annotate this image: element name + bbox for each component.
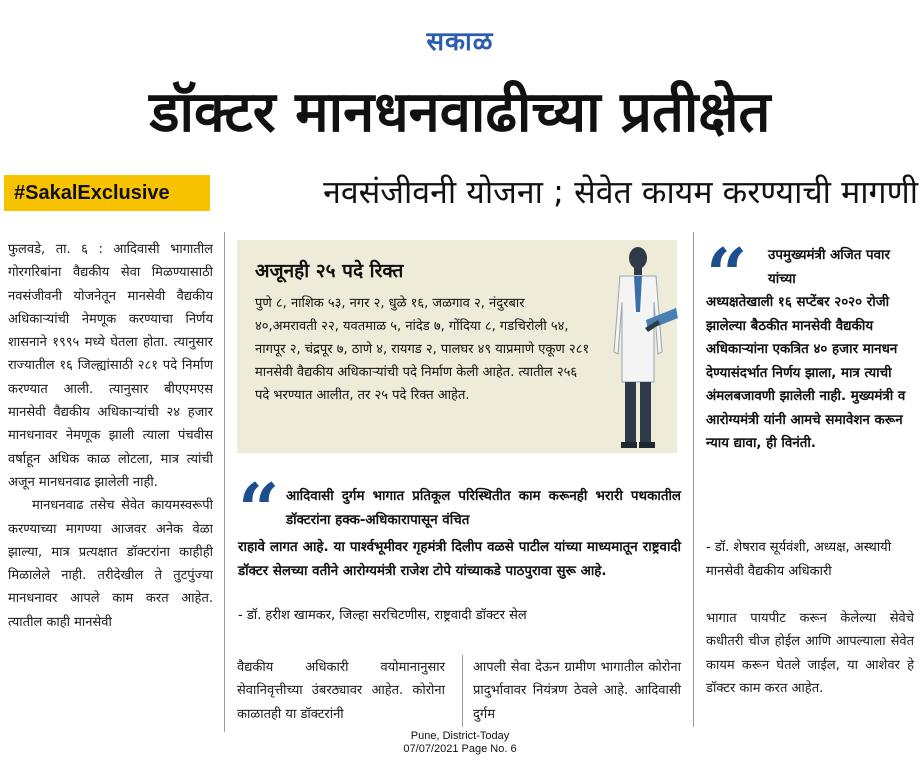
doctor-illustration-icon (598, 242, 678, 452)
quote-mark-icon: “ (706, 232, 748, 317)
footer-edition: Pune, District-Today (410, 730, 510, 742)
paragraph: मानधनवाढ तसेच सेवेत कायमस्वरूपी करण्याच्या मागण्या आजवर अनेक वेळा झाल्या, मात्र प्रत्यक्षात डॉक्टरांना काहीही मिळालेले नाही. तरीदेखील ते तुटपुंज्या मानधनावर आपले काम करत आहेत. त्यातील काही मानसेवी (8, 498, 213, 630)
box-title: अजूनही २५ पदे रिक्त (255, 260, 404, 282)
article-column-1 (8, 238, 213, 730)
masthead-logo: सकाळ (426, 27, 494, 57)
box-text: पुणे ८, नाशिक ५३, नगर २, धुळे १६, जळगाव २, नंदुरबार ४०,अमरावती २२, यवतमाळ ५, नांदेड ७, गोंदिया ८, गडचिरोली ५४, नागपूर २, चंद्रपूर ७, ठाणे ४, रायगड २, पालघर ४९ याप्रमाणे एकूण २८१ मानसेवी वैद्यकीय अधिकाऱ्यांची पदे निर्माण केली आहेत. त्यातील २५६ पदे भरण्यात आलीत, तर २५ पदे रिक्त आहेत. (255, 296, 590, 403)
column-divider (462, 655, 463, 727)
footer-date-page: 07/07/2021 Page No. 6 (403, 743, 517, 755)
column-divider (224, 232, 225, 732)
column-divider (693, 232, 694, 727)
article-column-2: वैद्यकीय अधिकारी वयोमानानुसार सेवानिवृत्तीच्या उंबरठ्यावर आहेत. कोरोना काळातही या डॉक्टरांनी (237, 660, 445, 722)
quote-1-text-continued: राहावे लागत आहे. या पार्श्वभूमीवर गृहमंत्री दिलीप वळसे पाटील यांच्या माध्यमातून राष्ट्रवादी डॉक्टर सेलच्या वतीने आरोग्यमंत्री राजेश टोपे यांच्याकडे पाठपुरावा सुरू आहे. (238, 540, 681, 579)
subheadline: नवसंजीवनी योजना ; सेवेत कायम करण्याची मागणी (323, 173, 918, 211)
quote-2-author: - डॉ. शेषराव सूर्यवंशी, अध्यक्ष, अस्थायी मानसेवी वैद्यकीय अधिकारी (706, 540, 892, 579)
quote-mark-icon: “ (238, 467, 280, 552)
headline: डॉक्टर मानधनवाढीच्या प्रतीक्षेत (149, 80, 771, 145)
quote-1-author: - डॉ. हरीश खामकर, जिल्हा सरचिटणीस, राष्ट्रवादी डॉक्टर सेल (238, 608, 527, 623)
exclusive-tag: #SakalExclusive (4, 175, 210, 211)
quote-2-text: उपमुख्यमंत्री अजित पवार यांच्या (768, 248, 891, 287)
quote-2-text-continued: अध्यक्षतेखाली १६ सप्टेंबर २०२० रोजी झालेल्या बैठकीत मानसेवी वैद्यकीय अधिकाऱ्यांना एकत्रित ४० हजार मानधन देण्यासंदर्भात निर्णय झाला, मात्र त्याची अंमलबजावणी झालेली नाही. मुख्यमंत्री व आरोग्यमंत्री यांनी आमचे समावेशन करून न्याय द्यावा, ही विनंती. (706, 295, 906, 451)
paragraph: फुलवडे, ता. ६ : आदिवासी भागातील गोरगरिबांना वैद्यकीय सेवा मिळण्यासाठी नवसंजीवनी योजनेतून मानसेवी वैद्यकीय अधिकाऱ्यांची नेमणूक करण्याचा निर्णय शासनाने १९९५ मध्ये घेतला होता. त्यानुसार राज्यातील १६ जिल्ह्यांसाठी २८१ पदे निर्माण करण्यात आली. त्यानुसार बीएएमएस मानसेवी वैद्यकीय अधिकाऱ्यांची २४ हजार मानधनावर नेमणूक झाली त्याला पंचवीस वर्षाहून अधिक काळ लोटला, मात्र त्यांची अजून मानधनवाढ झालेली नाही. (8, 242, 213, 490)
page-footer (0, 730, 920, 756)
quote-1-text: आदिवासी दुर्गम भागात प्रतिकूल परिस्थितीत काम करूनही भरारी पथकातील डॉक्टरांना हक्क-अधिकारापासून वंचित (286, 489, 681, 528)
article-column-4: भागात पायपीट करून केलेल्या सेवेचे कधीतरी चीज होईल आणि आपल्याला सेवेत कायम करून घेतले जाईल, या आशेवर हे डॉक्टर काम करत आहेत. (706, 611, 914, 696)
article-column-3: आपली सेवा देऊन ग्रामीण भागातील कोरोना प्रादुर्भावावर नियंत्रण ठेवले आहे. आदिवासी दुर्गम (473, 660, 681, 722)
